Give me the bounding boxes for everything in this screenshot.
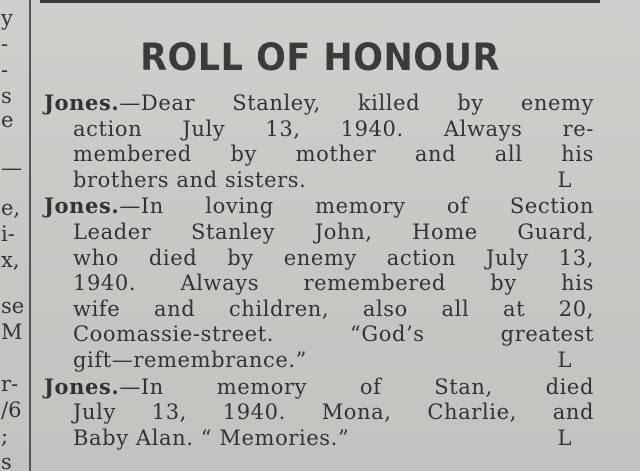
- notice-text: —Dear Stanley, killed by enemy: [119, 91, 594, 115]
- fragment: y: [1, 6, 13, 30]
- fragment: -: [1, 32, 9, 56]
- fragment: i-: [1, 222, 15, 246]
- notice-text: Baby Alan. “ Memories.”: [73, 425, 350, 450]
- fragment: s: [1, 450, 12, 471]
- notice-line: [44, 90, 594, 117]
- notice-line: who died by enemy action July 13,: [73, 245, 594, 270]
- fragment: -: [1, 58, 9, 82]
- notice-signature: L: [557, 425, 572, 450]
- fragment: e: [1, 108, 14, 132]
- notice-text: gift—remembrance.”: [73, 347, 308, 372]
- notice-line: membered by mother and all his: [73, 142, 594, 167]
- notice-name: Jones.: [44, 193, 120, 219]
- notice: [44, 193, 594, 373]
- fragment: M: [1, 320, 23, 344]
- fragment: e,: [1, 196, 21, 220]
- notice-line: [44, 193, 594, 220]
- notice-line: Coomassie-street. “God’s greatest: [73, 322, 594, 347]
- fragment: s: [1, 84, 12, 108]
- fragment: r-: [1, 372, 19, 396]
- notice-name: Jones.: [44, 90, 120, 115]
- notice: [44, 90, 594, 193]
- fragment: ;: [1, 424, 9, 448]
- fragment: /6: [1, 398, 22, 422]
- notice-text: —In loving memory of Section: [119, 194, 594, 219]
- notice-line: July 13, 1940. Mona, Charlie, and: [73, 400, 594, 425]
- notice-line: [44, 348, 594, 374]
- notice-text: —In memory of Stan, died: [119, 374, 594, 399]
- fragment: x,: [1, 248, 20, 272]
- notice-line: [44, 426, 594, 452]
- fragment: —: [1, 156, 22, 180]
- page-title: ROLL OF HONOUR: [140, 36, 500, 80]
- notice-signature: L: [557, 167, 572, 192]
- notice-line: action July 13, 1940. Always re-: [73, 116, 594, 141]
- notice-line: Leader Stanley John, Home Guard,: [73, 219, 594, 244]
- fragment: se: [1, 294, 25, 318]
- notice: [44, 374, 594, 452]
- notice-signature: L: [557, 347, 572, 372]
- notice-line: [44, 168, 594, 194]
- notice-line: 1940. Always remembered by his: [73, 271, 594, 296]
- notice-line: wife and children, also all at 20,: [73, 296, 594, 321]
- notices: [44, 90, 594, 451]
- notice-text: brothers and sisters.: [73, 167, 307, 192]
- notice-name: Jones.: [44, 373, 120, 399]
- top-rule: [40, 0, 600, 3]
- notice-line: [44, 374, 594, 401]
